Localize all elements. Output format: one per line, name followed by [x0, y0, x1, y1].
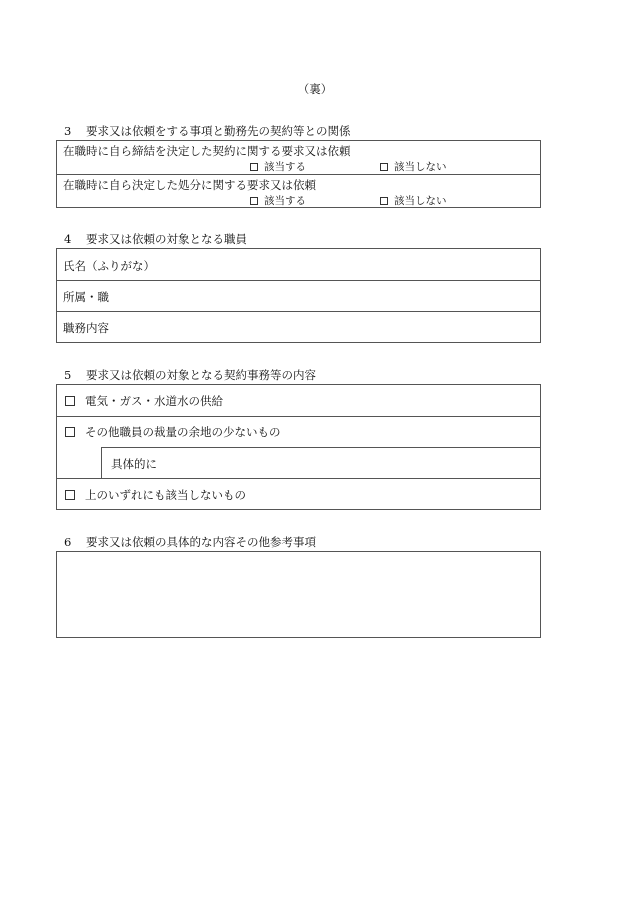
divider [57, 416, 540, 417]
details-textarea[interactable] [56, 551, 541, 638]
option-not-applicable[interactable] [380, 159, 447, 174]
contract-relation-table [56, 140, 541, 208]
option-label: 該当しない [394, 161, 447, 173]
section-number: 5 [64, 368, 72, 382]
option-applicable[interactable] [250, 193, 306, 208]
divider [57, 174, 540, 175]
page-title: （裏） [297, 82, 333, 96]
option-label: 該当しない [394, 195, 447, 207]
divider [57, 311, 540, 312]
option-utilities[interactable] [65, 393, 223, 409]
section-4-heading [64, 231, 247, 247]
section-5-heading [64, 367, 316, 383]
divider [57, 280, 540, 281]
section-title: 要求又は依頼の対象となる職員 [86, 232, 247, 246]
detail-label: 具体的に [111, 457, 157, 471]
divider [101, 447, 540, 448]
section-number: 3 [64, 124, 72, 138]
option-label: 上のいずれにも該当しないもの [85, 488, 246, 502]
section-title: 要求又は依頼の具体的な内容その他参考事項 [86, 535, 316, 549]
row-label: 在職時に自ら締結を決定した契約に関する要求又は依頼 [63, 144, 351, 158]
checkbox-icon[interactable] [250, 197, 258, 205]
option-label: 電気・ガス・水道水の供給 [85, 394, 223, 408]
checkbox-icon[interactable] [250, 163, 258, 171]
option-label: その他職員の裁量の余地の少ないもの [85, 425, 281, 439]
checkbox-icon[interactable] [65, 427, 75, 437]
checkbox-icon[interactable] [380, 163, 388, 171]
field-label-duties: 職務内容 [63, 321, 109, 335]
section-6-heading [64, 534, 316, 550]
contract-affairs-table [56, 384, 541, 510]
option-label: 該当する [264, 195, 306, 207]
row-label: 在職時に自ら決定した処分に関する要求又は依頼 [63, 178, 316, 192]
section-number: 4 [64, 232, 72, 246]
option-not-applicable[interactable] [380, 193, 447, 208]
checkbox-icon[interactable] [380, 197, 388, 205]
section-title: 要求又は依頼をする事項と勤務先の契約等との関係 [86, 124, 351, 138]
option-low-discretion[interactable] [65, 424, 281, 440]
divider [57, 478, 540, 479]
field-label-name: 氏名（ふりがな） [63, 259, 155, 273]
divider [101, 447, 102, 478]
section-title: 要求又は依頼の対象となる契約事務等の内容 [86, 368, 316, 382]
employee-table [56, 248, 541, 343]
option-label: 該当する [264, 161, 306, 173]
section-3-heading [64, 123, 351, 139]
field-label-affiliation: 所属・職 [63, 290, 109, 304]
section-number: 6 [64, 535, 72, 549]
option-none[interactable] [65, 487, 246, 503]
option-applicable[interactable] [250, 159, 306, 174]
checkbox-icon[interactable] [65, 490, 75, 500]
checkbox-icon[interactable] [65, 396, 75, 406]
